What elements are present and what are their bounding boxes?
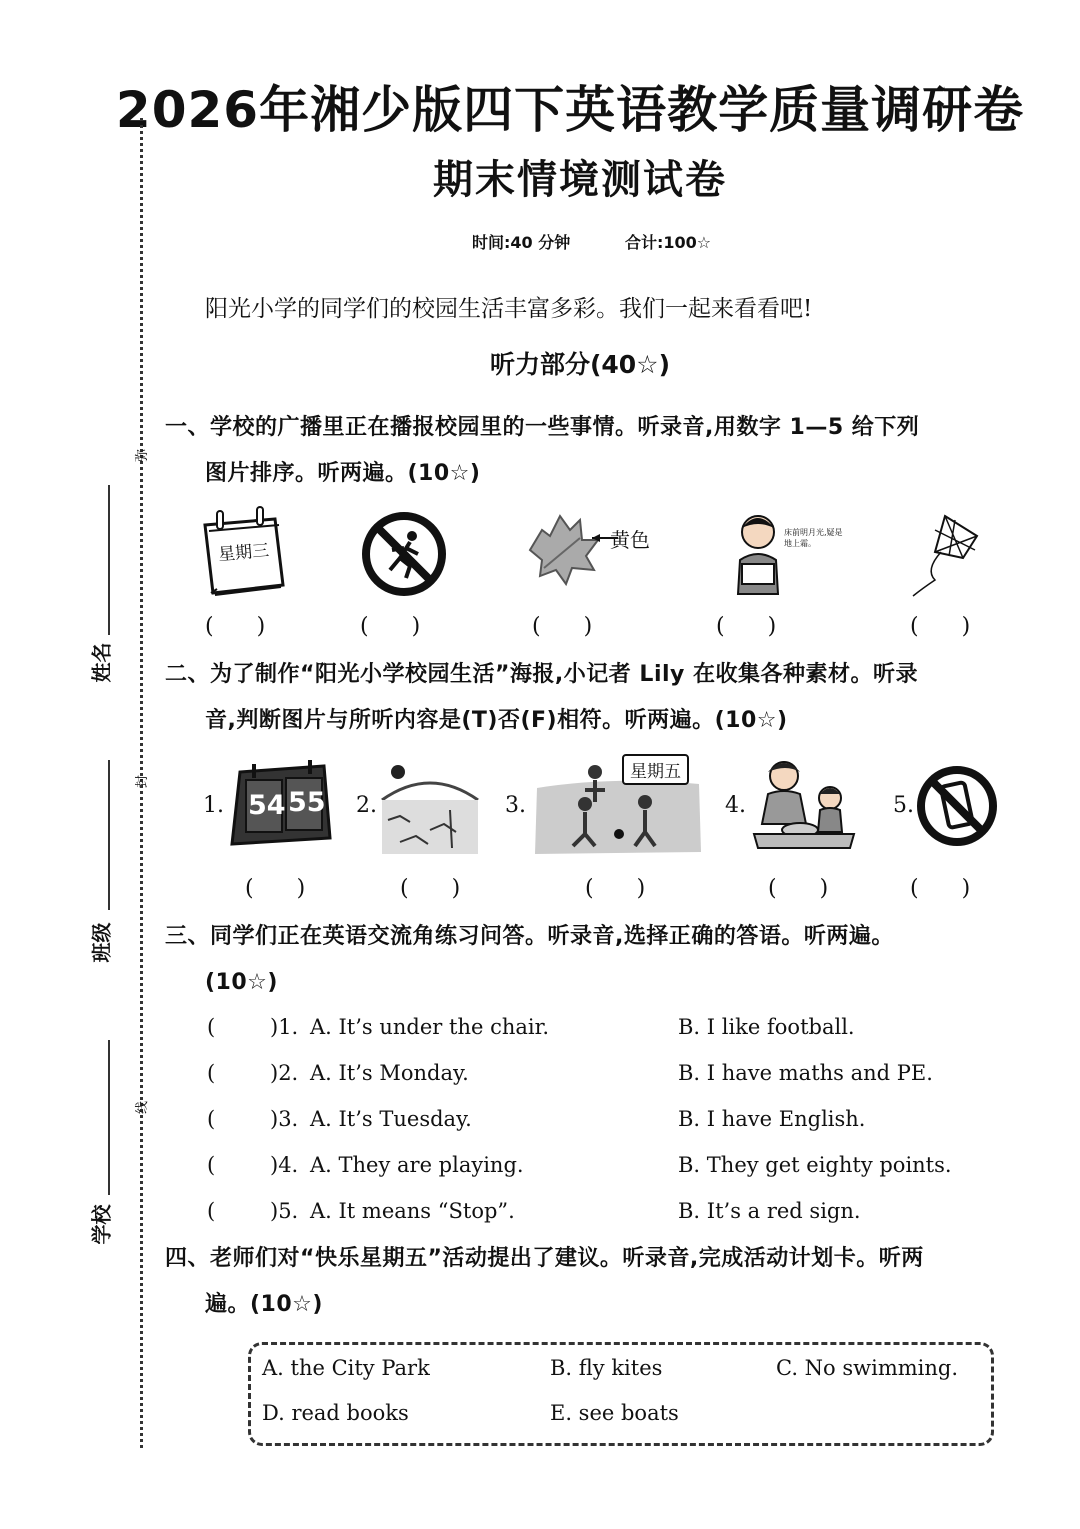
exam-total: 合计:100☆ <box>625 233 712 252</box>
reading-boy-icon <box>728 508 788 596</box>
q3-item-4-number: )4. <box>270 1153 299 1177</box>
exam-time: 时间:40 分钟 <box>472 233 571 252</box>
q4-option-b: B. fly kites <box>550 1356 663 1380</box>
q3-item-1-option-a: A. It’s under the chair. <box>310 1015 550 1039</box>
poem-text: 床前明月光,疑是地上霜。 <box>784 528 843 548</box>
q3-item-5-number: )5. <box>270 1199 299 1223</box>
q3-item-2-open-paren[interactable]: ( <box>207 1061 216 1085</box>
q2-answer-blank-3[interactable]: ( ) <box>585 876 664 901</box>
q2-answer-blank-5[interactable]: ( ) <box>910 876 989 901</box>
q3-item-3-open-paren[interactable]: ( <box>207 1107 216 1131</box>
q3-item-5-open-paren[interactable]: ( <box>207 1199 216 1223</box>
name-label: 姓名 <box>89 642 114 683</box>
q1-line1: 一、学校的广播里正在播报校园里的一些事情。听录音,用数字 1—5 给下列 <box>165 415 920 440</box>
page-title: 2026年湘少版四下英语教学质量调研卷 <box>115 81 1025 139</box>
name-fill-line[interactable] <box>108 485 110 635</box>
q2-answer-blank-2[interactable]: ( ) <box>400 876 479 901</box>
q4-option-d: D. read books <box>262 1401 409 1425</box>
intro-text: 阳光小学的同学们的校园生活丰富多彩。我们一起来看看吧! <box>205 296 813 322</box>
q1-answer-blank-2[interactable]: ( ) <box>360 614 439 639</box>
q4-instruction <box>165 1236 1045 1328</box>
calendar-text: 星期三 <box>217 540 270 566</box>
q2-number-2: 2. <box>356 793 377 818</box>
q3-item-4-open-paren[interactable]: ( <box>207 1153 216 1177</box>
q1-answer-blank-4[interactable]: ( ) <box>716 614 795 639</box>
q3-item-5-option-a: A. It means “Stop”. <box>310 1199 515 1223</box>
page-subtitle: 期末情境测试卷 <box>433 157 727 203</box>
q4-line2: 遍。(10☆) <box>205 1292 323 1317</box>
q3-item-4-option-b: B. They get eighty points. <box>678 1153 952 1177</box>
q3-item-3-option-a: A. It’s Tuesday. <box>310 1107 472 1131</box>
section-title: 听力部分(40☆) <box>489 350 671 379</box>
q1-line2: 图片排序。听两遍。(10☆) <box>205 461 481 486</box>
q1-answer-blank-1[interactable]: ( ) <box>205 614 284 639</box>
q2-instruction <box>165 652 1045 744</box>
q2-answer-blank-4[interactable]: ( ) <box>768 876 847 901</box>
class-fill-line[interactable] <box>108 760 110 910</box>
q2-answer-blank-1[interactable]: ( ) <box>245 876 324 901</box>
q3-line1: 三、同学们正在英语交流角练习问答。听录音,选择正确的答语。听两遍。 <box>165 924 894 949</box>
kite-icon <box>905 510 990 598</box>
q3-item-3-number: )3. <box>270 1107 299 1131</box>
school-label: 学校 <box>89 1204 114 1245</box>
q2-line1: 二、为了制作“阳光小学校园生活”海报,小记者 Lily 在收集各种素材。听录 <box>165 662 919 687</box>
q2-number-3: 3. <box>505 793 526 818</box>
q2-number-1: 1. <box>203 793 224 818</box>
q1-answer-blank-3[interactable]: ( ) <box>532 614 611 639</box>
q3-line2: (10☆) <box>205 970 278 995</box>
q4-option-c: C. No swimming. <box>776 1356 959 1380</box>
no-phone-sign-icon <box>915 764 999 848</box>
q4-option-e: E. see boats <box>550 1401 679 1425</box>
q3-item-5-option-b: B. It’s a red sign. <box>678 1199 861 1223</box>
q4-option-a: A. the City Park <box>262 1356 430 1380</box>
q3-item-2-option-a: A. It’s Monday. <box>310 1061 469 1085</box>
q3-item-3-option-b: B. I have English. <box>678 1107 866 1131</box>
seal-char-2: 封 <box>135 774 151 789</box>
q3-item-4-option-a: A. They are playing. <box>310 1153 524 1177</box>
q3-item-2-number: )2. <box>270 1061 299 1085</box>
q3-instruction <box>165 914 1045 1006</box>
score-right: 55 <box>288 787 326 818</box>
q3-item-1-open-paren[interactable]: ( <box>207 1015 216 1039</box>
q3-item-1-number: )1. <box>270 1015 299 1039</box>
school-fill-line[interactable] <box>108 1040 110 1195</box>
friday-sign: 星期五 <box>622 754 689 785</box>
q2-number-4: 4. <box>725 793 746 818</box>
score-left: 54 <box>248 790 286 821</box>
leaf-icon <box>520 510 620 590</box>
no-running-sign-icon <box>360 510 448 598</box>
q2-line2: 音,判断图片与所听内容是(T)否(F)相符。听两遍。(10☆) <box>205 708 788 733</box>
q3-item-1-option-b: B. I like football. <box>678 1015 855 1039</box>
leaf-color-label: 黄色 <box>610 528 650 552</box>
seal-char-3: 线 <box>135 1100 151 1115</box>
q4-line1: 四、老师们对“快乐星期五”活动提出了建议。听录音,完成活动计划卡。听两 <box>165 1246 924 1271</box>
seal-char-1: 弥 <box>135 448 151 463</box>
cooking-mom-child-icon <box>750 754 860 852</box>
q1-answer-blank-5[interactable]: ( ) <box>910 614 989 639</box>
q2-number-5: 5. <box>893 793 914 818</box>
q1-instruction <box>165 405 1045 497</box>
park-pond-icon <box>380 760 480 856</box>
q3-item-2-option-b: B. I have maths and PE. <box>678 1061 933 1085</box>
class-label: 班级 <box>89 922 114 963</box>
